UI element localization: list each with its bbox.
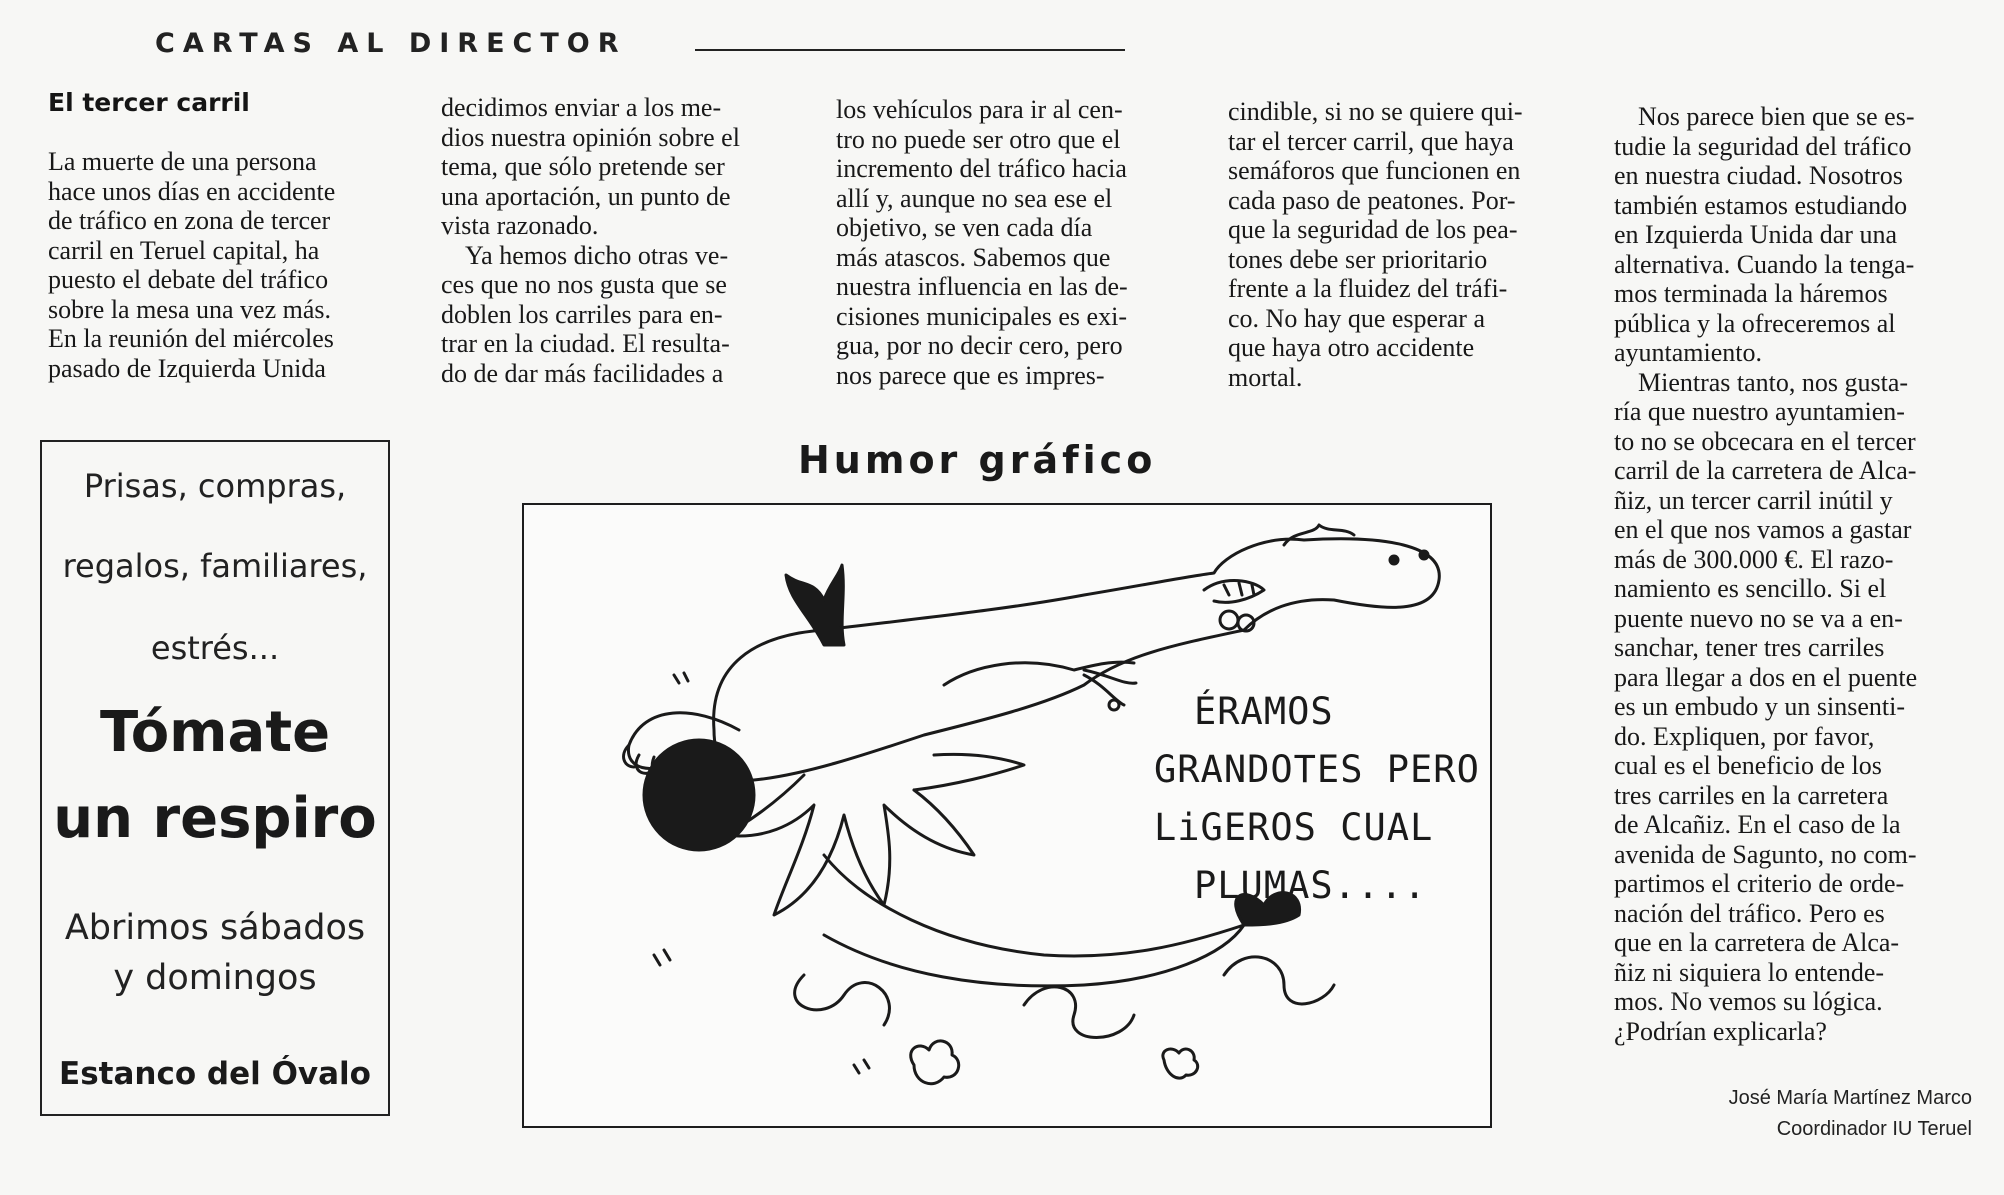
text-line: cada paso de peatones. Por- xyxy=(1228,185,1516,215)
text-line: tones debe ser prioritario xyxy=(1228,244,1488,274)
text-line: mos terminada la háremos xyxy=(1614,279,1888,308)
text-line: objetivo, se ven cada día xyxy=(836,213,1093,242)
text-line: partimos el criterio de orde- xyxy=(1614,869,1905,898)
puff-cloud xyxy=(1163,1049,1198,1078)
text-line: tar el tercer carril, que haya xyxy=(1228,126,1514,156)
text-line: ces que no nos gusta que se xyxy=(441,270,727,299)
text-line: avenida de Sagunto, no com- xyxy=(1614,839,1917,869)
ad-hours-2: y domingos xyxy=(113,958,317,998)
ad-line-3: estrés... xyxy=(150,629,280,667)
letter-column-3 xyxy=(836,95,1206,390)
text-line: alternativa. Cuando la tenga- xyxy=(1614,249,1915,279)
text-line: carril en Teruel capital, ha xyxy=(48,235,320,265)
text-line: La muerte de una persona xyxy=(48,147,317,176)
text-line: allí y, aunque no sea ese el xyxy=(836,183,1113,213)
text-line: tres carriles en la carretera xyxy=(1614,780,1889,810)
text-line: ¿Podrían explicarla? xyxy=(1614,1016,1827,1046)
letter-column-4 xyxy=(1228,97,1598,392)
text-line: cisiones municipales es exi- xyxy=(836,301,1127,331)
text-line: que la seguridad de los pea- xyxy=(1228,215,1518,244)
cartoon-speech xyxy=(1154,683,1484,915)
text-line: mortal. xyxy=(1228,362,1303,392)
text-line: frente a la fluidez del tráfi- xyxy=(1228,274,1508,303)
humor-title: Humor gráfico xyxy=(798,438,1157,482)
text-line: más atascos. Sabemos que xyxy=(836,242,1111,272)
dinosaur-crest xyxy=(1284,525,1354,545)
text-line: namiento es sencillo. Si el xyxy=(1614,574,1887,603)
motion-tick xyxy=(654,673,869,1073)
text-line: dios nuestra opinión sobre el xyxy=(441,122,740,152)
text-line: tro no puede ser otro que el xyxy=(836,124,1121,154)
text-line: incremento del tráfico hacia xyxy=(836,154,1127,183)
motion-line xyxy=(1024,987,1134,1038)
text-line: mos. No vemos su lógica. xyxy=(1614,987,1883,1016)
speech-dot xyxy=(1109,700,1119,710)
feather-spray xyxy=(724,775,974,915)
ad-shop-name: Estanco del Óvalo xyxy=(59,1056,371,1092)
text-line: los vehículos para ir al cen- xyxy=(836,95,1123,124)
text-line: para llegar a dos en el puente xyxy=(1614,662,1918,692)
letter-column-5 xyxy=(1614,102,1999,1046)
text-line: cual es el beneficio de los xyxy=(1614,751,1882,780)
signature-name: José María Martínez Marco xyxy=(1728,1087,1972,1109)
feather-spray xyxy=(914,754,1024,790)
dinosaur-eye xyxy=(1420,551,1428,559)
text-line: decidimos enviar a los me- xyxy=(441,93,722,122)
text-line: pasado de Izquierda Unida xyxy=(48,353,326,383)
text-line: más de 300.000 €. El razo- xyxy=(1614,544,1894,574)
text-line: Nos parece bien que se es- xyxy=(1638,102,1915,131)
text-line: ría que nuestro ayuntamien- xyxy=(1614,397,1905,426)
section-rule xyxy=(695,49,1125,51)
text-line: En la reunión del miércoles xyxy=(48,324,334,353)
text-line: ñiz, un tercer carril inútil y xyxy=(1614,485,1893,515)
advertisement-box xyxy=(40,440,390,1116)
letter-signature xyxy=(1729,1083,1972,1145)
dinosaur-arm xyxy=(944,662,1136,705)
text-line: vista razonado. xyxy=(441,211,599,240)
text-line: Ya hemos dicho otras ve- xyxy=(465,240,729,270)
text-line: puesto el debate del tráfico xyxy=(48,265,329,294)
motion-line xyxy=(1224,957,1334,1004)
cartoon-frame xyxy=(522,503,1492,1128)
text-line: de Alcañiz. En el caso de la xyxy=(1614,810,1901,839)
letter-headline: El tercer carril xyxy=(48,88,250,117)
text-line: de tráfico en zona de tercer xyxy=(48,206,331,235)
dinosaur-eye xyxy=(1390,556,1398,564)
black-ball xyxy=(644,740,754,850)
text-line: nuestra influencia en las de- xyxy=(836,272,1128,301)
text-line: semáforos que funcionen en xyxy=(1228,156,1521,185)
text-line: ayuntamiento. xyxy=(1614,338,1763,367)
speech-line: PLUMAS.... xyxy=(1194,864,1427,907)
text-line: pública y la ofreceremos al xyxy=(1614,308,1896,338)
text-line: que haya otro accidente xyxy=(1228,333,1475,362)
text-line: hace unos días en accidente xyxy=(48,176,336,206)
ad-line-2: regalos, familiares, xyxy=(62,547,368,585)
dinosaur-mouth xyxy=(1204,581,1264,603)
text-line: que en la carretera de Alca- xyxy=(1614,928,1900,957)
text-line: Mientras tanto, nos gusta- xyxy=(1638,367,1909,397)
text-line: es un embudo y un sinsenti- xyxy=(1614,692,1906,721)
text-line: ñiz ni siquiera lo entende- xyxy=(1614,957,1885,987)
dinosaur-teeth xyxy=(1224,583,1254,595)
text-line: puente nuevo no se va a en- xyxy=(1614,603,1903,633)
text-line: carril de la carretera de Alca- xyxy=(1614,456,1917,485)
ad-line-1: Prisas, compras, xyxy=(83,467,347,505)
speech-line: LiGEROS CUAL xyxy=(1154,806,1434,849)
text-line: nación del tráfico. Pero es xyxy=(1614,898,1885,928)
signature-role: Coordinador IU Teruel xyxy=(1776,1118,1972,1140)
text-line: sanchar, tener tres carriles xyxy=(1614,633,1885,662)
ad-headline-1: Tómate xyxy=(99,700,331,765)
text-line: cindible, si no se quiere qui- xyxy=(1228,97,1523,126)
text-line: co. No hay que esperar a xyxy=(1228,303,1485,333)
section-title: CARTAS AL DIRECTOR xyxy=(155,28,627,59)
text-line: una aportación, un punto de xyxy=(441,181,731,211)
text-line: tema, que sólo pretende ser xyxy=(441,152,725,181)
text-line: doblen los carriles para en- xyxy=(441,299,723,329)
nostril-ring xyxy=(1220,611,1238,629)
text-line: sobre la mesa una vez más. xyxy=(48,294,332,324)
text-line: en nuestra ciudad. Nosotros xyxy=(1614,161,1903,190)
text-line: do. Expliquen, por favor, xyxy=(1614,721,1875,751)
motion-line xyxy=(795,975,890,1025)
text-line: también estamos estudiando xyxy=(1614,190,1908,220)
text-line: en el que nos vamos a gastar xyxy=(1614,515,1912,544)
text-line: tudie la seguridad del tráfico xyxy=(1614,131,1912,161)
ad-hours-1: Abrimos sábados xyxy=(64,908,366,948)
text-line: nos parece que es impres- xyxy=(836,360,1105,390)
text-line: en Izquierda Unida dar una xyxy=(1614,220,1897,249)
speech-line: ÉRAMOS xyxy=(1194,690,1334,733)
text-line: to no se obcecara en el tercer xyxy=(1614,426,1916,456)
speech-line: GRANDOTES PERO xyxy=(1154,748,1480,791)
letter-column-2 xyxy=(441,93,811,388)
text-line: trar en la ciudad. El resulta- xyxy=(441,329,730,358)
text-line: gua, por no decir cero, pero xyxy=(836,331,1123,360)
ad-headline-2: un respiro xyxy=(53,786,377,851)
puff-cloud xyxy=(911,1041,959,1084)
text-line: do de dar más facilidades a xyxy=(441,358,724,388)
letter-column-1 xyxy=(48,147,403,383)
